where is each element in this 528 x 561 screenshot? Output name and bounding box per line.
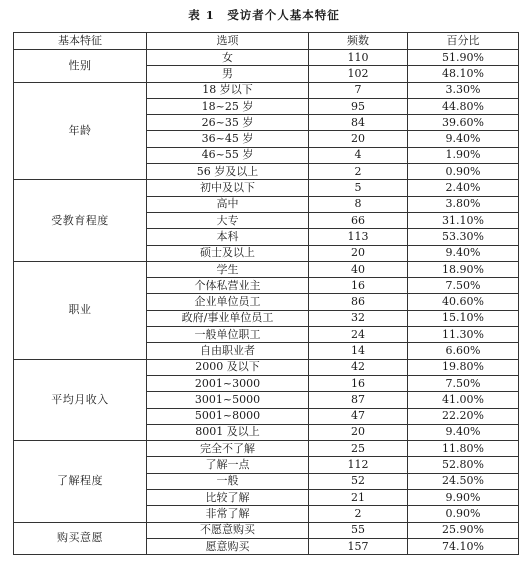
percentage-cell: 44.80%: [408, 98, 519, 114]
option-cell: 18~25 岁: [147, 98, 309, 114]
option-cell: 3001~5000: [147, 392, 309, 408]
percentage-cell: 2.40%: [408, 180, 519, 196]
option-cell: 完全不了解: [147, 441, 309, 457]
frequency-cell: 52: [309, 473, 408, 489]
percentage-cell: 52.80%: [408, 457, 519, 473]
percentage-cell: 9.40%: [408, 424, 519, 440]
option-cell: 5001~8000: [147, 408, 309, 424]
option-cell: 18 岁以下: [147, 82, 309, 98]
option-cell: 个体私营业主: [147, 278, 309, 294]
frequency-cell: 21: [309, 490, 408, 506]
group-label: 了解程度: [14, 441, 147, 522]
group-label: 职业: [14, 261, 147, 359]
header-percentage: 百分比: [408, 33, 519, 50]
percentage-cell: 11.80%: [408, 441, 519, 457]
option-cell: 非常了解: [147, 506, 309, 522]
group-label: 购买意愿: [14, 522, 147, 555]
frequency-cell: 14: [309, 343, 408, 359]
group-label: 受教育程度: [14, 180, 147, 261]
option-cell: 了解一点: [147, 457, 309, 473]
frequency-cell: 24: [309, 327, 408, 343]
frequency-cell: 20: [309, 245, 408, 261]
percentage-cell: 31.10%: [408, 212, 519, 228]
option-cell: 大专: [147, 212, 309, 228]
percentage-cell: 24.50%: [408, 473, 519, 489]
percentage-cell: 15.10%: [408, 310, 519, 326]
option-cell: 8001 及以上: [147, 424, 309, 440]
percentage-cell: 9.90%: [408, 490, 519, 506]
group-label: 性别: [14, 50, 147, 83]
frequency-cell: 102: [309, 66, 408, 82]
header-frequency: 频数: [309, 33, 408, 50]
table-row: [14, 82, 519, 98]
frequency-cell: 20: [309, 424, 408, 440]
percentage-cell: 51.90%: [408, 50, 519, 66]
frequency-cell: 55: [309, 522, 408, 538]
frequency-cell: 84: [309, 115, 408, 131]
option-cell: 自由职业者: [147, 343, 309, 359]
frequency-cell: 42: [309, 359, 408, 375]
table-caption: 表 1 受访者个人基本特征: [188, 8, 340, 22]
frequency-cell: 110: [309, 50, 408, 66]
table-row: [14, 50, 519, 66]
frequency-cell: 16: [309, 278, 408, 294]
frequency-cell: 25: [309, 441, 408, 457]
frequency-cell: 5: [309, 180, 408, 196]
option-cell: 46~55 岁: [147, 147, 309, 163]
percentage-cell: 0.90%: [408, 506, 519, 522]
percentage-cell: 3.30%: [408, 82, 519, 98]
option-cell: 男: [147, 66, 309, 82]
header-basic-feature: 基本特征: [14, 33, 147, 50]
table-header-row: [14, 33, 519, 50]
header-option: 选项: [147, 33, 309, 50]
table-row: [14, 522, 519, 538]
option-cell: 比较了解: [147, 490, 309, 506]
frequency-cell: 40: [309, 261, 408, 277]
frequency-cell: 32: [309, 310, 408, 326]
frequency-cell: 20: [309, 131, 408, 147]
table-row: [14, 180, 519, 196]
option-cell: 36~45 岁: [147, 131, 309, 147]
table-row: [14, 441, 519, 457]
frequency-cell: 86: [309, 294, 408, 310]
frequency-cell: 16: [309, 375, 408, 391]
option-cell: 愿意购买: [147, 538, 309, 554]
percentage-cell: 9.40%: [408, 245, 519, 261]
percentage-cell: 6.60%: [408, 343, 519, 359]
percentage-cell: 1.90%: [408, 147, 519, 163]
frequency-cell: 87: [309, 392, 408, 408]
option-cell: 初中及以下: [147, 180, 309, 196]
table-body: [14, 50, 519, 555]
frequency-cell: 2: [309, 506, 408, 522]
percentage-cell: 9.40%: [408, 131, 519, 147]
frequency-cell: 47: [309, 408, 408, 424]
percentage-cell: 40.60%: [408, 294, 519, 310]
respondent-characteristics-table: [13, 32, 519, 555]
frequency-cell: 112: [309, 457, 408, 473]
percentage-cell: 22.20%: [408, 408, 519, 424]
percentage-cell: 3.80%: [408, 196, 519, 212]
option-cell: 2001~3000: [147, 375, 309, 391]
percentage-cell: 53.30%: [408, 229, 519, 245]
percentage-cell: 19.80%: [408, 359, 519, 375]
frequency-cell: 66: [309, 212, 408, 228]
option-cell: 企业单位员工: [147, 294, 309, 310]
percentage-cell: 0.90%: [408, 164, 519, 180]
frequency-cell: 95: [309, 98, 408, 114]
percentage-cell: 11.30%: [408, 327, 519, 343]
frequency-cell: 2: [309, 164, 408, 180]
frequency-cell: 113: [309, 229, 408, 245]
percentage-cell: 48.10%: [408, 66, 519, 82]
option-cell: 高中: [147, 196, 309, 212]
percentage-cell: 18.90%: [408, 261, 519, 277]
frequency-cell: 7: [309, 82, 408, 98]
option-cell: 一般单位职工: [147, 327, 309, 343]
table-row: [14, 261, 519, 277]
option-cell: 政府/事业单位员工: [147, 310, 309, 326]
frequency-cell: 8: [309, 196, 408, 212]
frequency-cell: 157: [309, 538, 408, 554]
option-cell: 女: [147, 50, 309, 66]
option-cell: 2000 及以下: [147, 359, 309, 375]
option-cell: 26~35 岁: [147, 115, 309, 131]
percentage-cell: 41.00%: [408, 392, 519, 408]
option-cell: 一般: [147, 473, 309, 489]
table-row: [14, 359, 519, 375]
percentage-cell: 25.90%: [408, 522, 519, 538]
group-label: 年龄: [14, 82, 147, 180]
percentage-cell: 74.10%: [408, 538, 519, 554]
option-cell: 学生: [147, 261, 309, 277]
percentage-cell: 39.60%: [408, 115, 519, 131]
option-cell: 本科: [147, 229, 309, 245]
percentage-cell: 7.50%: [408, 278, 519, 294]
option-cell: 56 岁及以上: [147, 164, 309, 180]
group-label: 平均月收入: [14, 359, 147, 440]
option-cell: 不愿意购买: [147, 522, 309, 538]
option-cell: 硕士及以上: [147, 245, 309, 261]
frequency-cell: 4: [309, 147, 408, 163]
percentage-cell: 7.50%: [408, 375, 519, 391]
